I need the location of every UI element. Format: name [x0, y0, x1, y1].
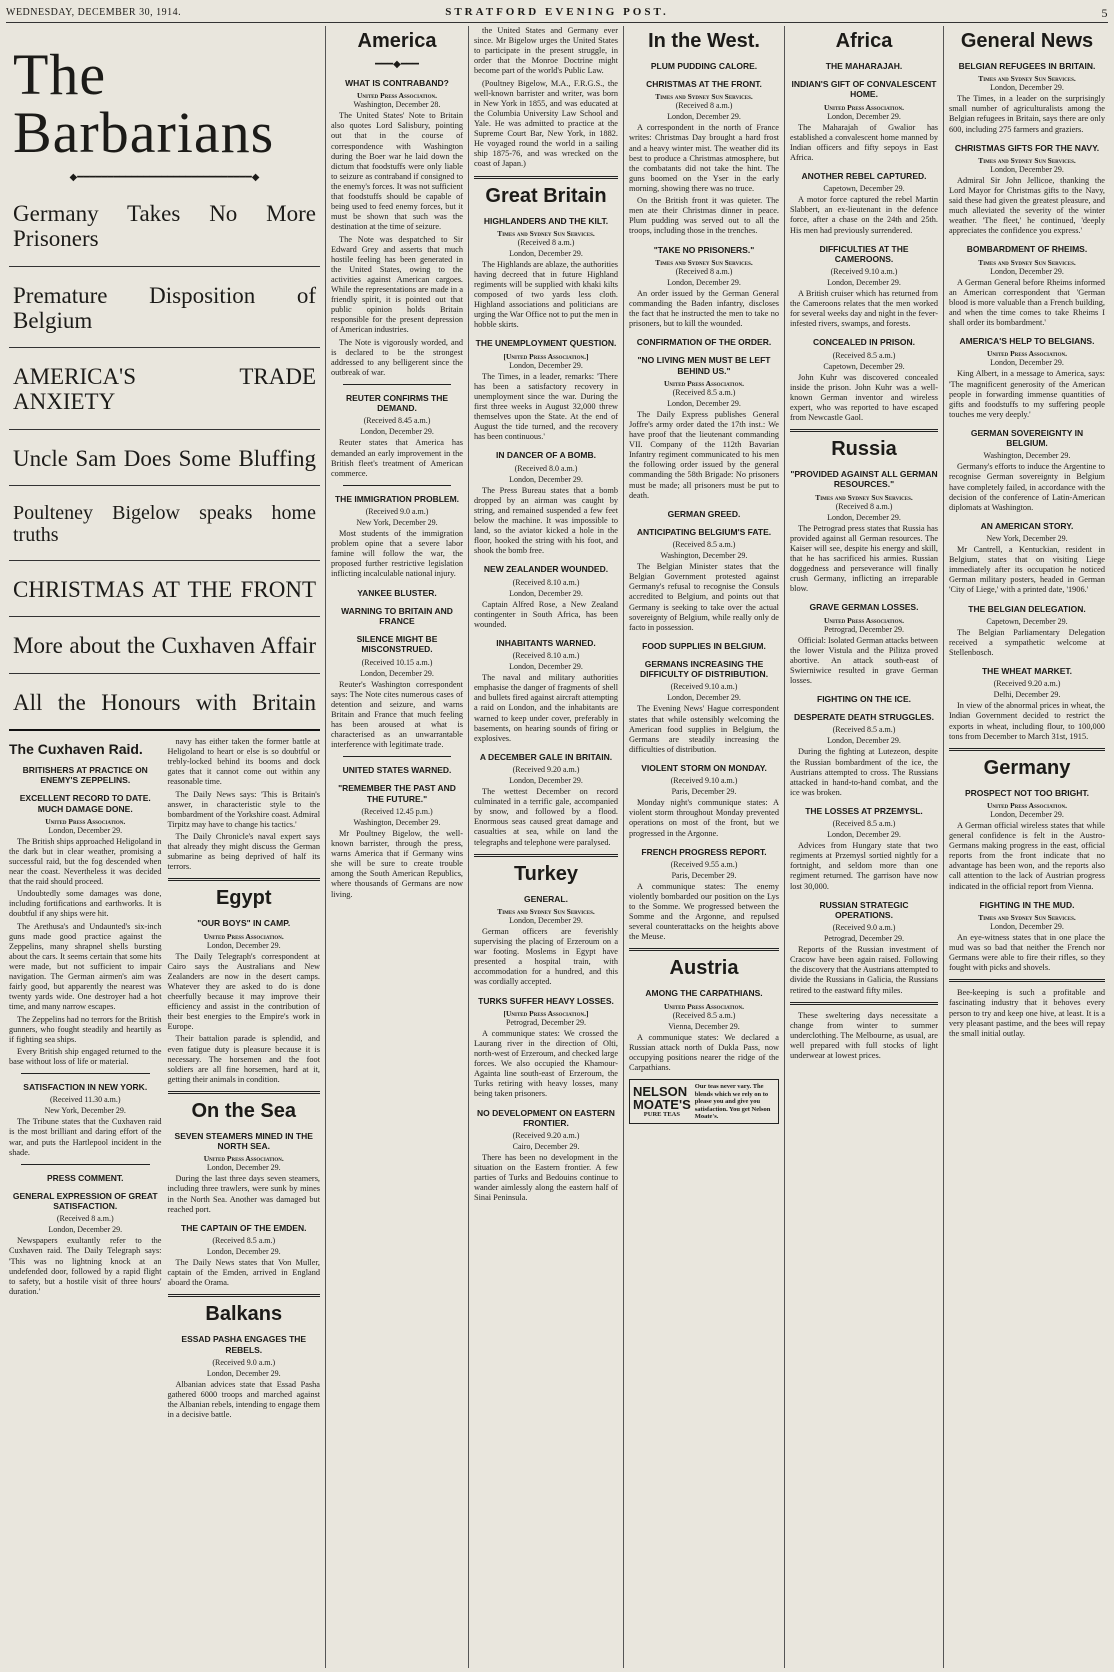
- article-paragraph: A communique states: We declared a Russian attack north of Dukla Pass, now occupying positions nearer the ridge of the Carpathians.: [629, 1032, 779, 1072]
- front-subcolumns: [9, 737, 320, 1422]
- divider: [343, 756, 451, 757]
- article-paragraph: During the last three days seven steamers, including three trawlers, were sunk by mines in the North Sea. Another was damaged but reached port.: [167, 1174, 320, 1214]
- dateline: London, December 29.: [990, 809, 1064, 819]
- article-paragraph: Reuter's Washington correspondent says: The Note cites numerous cases of detention and seizure, and warns Britain and France that much feeling has been aroused at what is characterised as an unwarrantable interference with legitimate trade.: [331, 679, 463, 750]
- dateline: London, December 29.: [667, 398, 741, 408]
- section-heading: BOMBARDMENT OF RHEIMS.: [966, 244, 1088, 255]
- received-time: (Received 8.0 a.m.): [514, 463, 578, 473]
- agency-credit: United Press Association.: [987, 349, 1067, 359]
- masthead: [6, 4, 1108, 23]
- article-paragraph: Mr Cantrell, a Kentuckian, resident in Belgium, states that on visiting Liege immediately after its occupation he noticed German military posters, headed in German 'City of Liege,' with a printed date, '1906.': [949, 545, 1105, 595]
- dateline: London, December 29.: [206, 940, 281, 950]
- received-time: (Received 8.5 a.m.): [212, 1236, 276, 1245]
- divider: [343, 485, 451, 486]
- advertisement-paragraph: These sweltering days necessitate a change from winter to summer underclothing. The Melbourne, as usual, are well prepared with full stocks of light underwear at lowest prices.: [790, 1010, 938, 1061]
- received-time: (Received 8.5 a.m.): [672, 540, 736, 550]
- article-paragraph: Reports of the Russian investment of Cracow have been again raised. Following the discovery that the Austrians attempted to divide the Russians in Galicia, the Russians retired to the eastward fifty miles.: [790, 945, 938, 995]
- section-subheading: "NO LIVING MEN MUST BE LEFT BEHIND US.": [637, 355, 771, 376]
- dateline: London, December 29.: [509, 915, 583, 925]
- section-heading: GERMAN SOVEREIGNTY IN BELGIUM.: [970, 427, 1084, 449]
- dateline: London, December 29.: [509, 776, 583, 786]
- section-heading: THE WHEAT MARKET.: [981, 666, 1073, 677]
- article-paragraph: The Daily News states that Von Muller, captain of the Emden, arrived in England aboard the Orama.: [167, 1258, 320, 1288]
- dateline: Vienna, December 29.: [668, 1021, 740, 1031]
- masthead-date: WEDNESDAY, DECEMBER 30, 1914.: [6, 7, 182, 18]
- agency-credit: United Press Association.: [357, 91, 437, 101]
- article-paragraph: The Daily Telegraph's correspondent at Cairo says the Australians and New Zealanders are now in the desert camps. Whatever they are asked to do is done cheerfully because it may improve their efficiency and assist in the contribution of their best energies to the Empire's work in Europe.: [167, 951, 320, 1032]
- dateline: Petrograd, December 29.: [824, 624, 904, 634]
- received-time: (Received 8.5 a.m.): [832, 819, 896, 829]
- section-subheading: "OUR BOYS" IN CAMP.: [197, 918, 291, 929]
- agency-credit: Times and Sydney Sun Services.: [978, 257, 1076, 267]
- agency-credit: Times and Sydney Sun Services.: [497, 228, 595, 238]
- article-paragraph: The British ships approached Heligoland in the dark but in clear weather, promising a successful raid, but the fog descended when near the coast. Nevertheless it was decided that the raid should proceed.: [9, 836, 162, 887]
- dateline: New York, December 29.: [986, 534, 1068, 544]
- article-paragraph: In view of the abnormal prices in wheat, the Indian Government decided to restrict the exports in wheat, including flour, to 100,000 tons from December to March 31st, 1915.: [949, 701, 1105, 741]
- article-paragraph: The wettest December on record culminated in a terrific gale, accompanied by snow, and followed by a flood. Enormous seas caused great damage and casualties at sea, while on land the telegraphs and telephone were paralysed.: [474, 787, 618, 847]
- dateline: Washington, December 29.: [983, 451, 1071, 461]
- article-paragraph: Admiral Sir John Jellicoe, thanking the Lord Mayor for Christmas gifts to the Navy, said these had given the greatest pleasure, and much alleviated the severity of the winter weather. 'The fleet,' he continued, 'deeply appreciates the confidence you express.': [949, 175, 1105, 236]
- article-paragraph: The Belgian Minister states that the Belgian Government protested against Germany's refusal to recognise the Consuls accredited to Belgium, and points out that Germany is seeking to take over the actual sovereignty of Belgium, while really only de facto in possession.: [629, 562, 779, 632]
- dateline: London, December 29.: [990, 83, 1064, 93]
- ad-brand-block: [633, 1085, 691, 1118]
- section-heading: AMERICA'S HELP TO BELGIANS.: [959, 336, 1095, 347]
- section-subheading: CHRISTMAS AT THE FRONT.: [646, 79, 762, 90]
- dateline: London, December 29.: [360, 668, 434, 678]
- dateline: London, December 29.: [48, 825, 123, 835]
- section-heading: ANOTHER REBEL CAPTURED.: [801, 171, 927, 181]
- article-paragraph: Germany's efforts to induce the Argentine to recognise German sovereignty in Belgium have completely failed, in accordance with the decision of the conference of Latin-American diplomats at Washington.: [949, 462, 1105, 512]
- agency-credit: Times and Sydney Sun Services.: [655, 92, 753, 102]
- divider: [343, 384, 451, 385]
- dateline: Capetown, December 29.: [986, 616, 1068, 626]
- headline-item: Uncle Sam Does Some Bluffing: [9, 430, 320, 486]
- section-subheading: AMONG THE CARPATHIANS.: [645, 988, 763, 999]
- section-heading: FRENCH PROGRESS REPORT.: [641, 846, 767, 857]
- dateline: Petrograd, December 29.: [824, 934, 904, 944]
- west-title: In the West.: [648, 30, 760, 52]
- divider: [168, 1294, 321, 1297]
- dateline: Washington, December 29.: [353, 817, 441, 827]
- article-paragraph: The Zeppelins had no terrors for the British gunners, who fought steadily and heartily as if fighting sea ships.: [9, 1014, 162, 1044]
- section-heading: GERMAN GREED.: [667, 508, 741, 519]
- tea-advertisement: [629, 1079, 779, 1124]
- banner-title: The Barbarians: [13, 42, 275, 165]
- ad-brand-tagline: PURE TEAS: [643, 1111, 680, 1119]
- cuxhaven-sub2: EXCELLENT RECORD TO DATE. MUCH DAMAGE DONE.: [19, 793, 151, 814]
- received-time: (Received 8.45 a.m.): [363, 416, 431, 426]
- sea-title: On the Sea: [191, 1100, 296, 1122]
- agency-credit: [United Press Association.]: [503, 1008, 589, 1018]
- dateline: London, December 29.: [667, 277, 741, 287]
- article-paragraph: Official: Isolated German attacks between the lower Vistula and the Pilitza proved abortive. An attack south-east of Swierniwice resulted in grave German losses.: [790, 635, 938, 685]
- section-heading: THE LOSSES AT PRZEMYSL.: [805, 805, 923, 816]
- headline-item: AMERICA'S TRADE ANXIETY: [9, 348, 320, 430]
- germany-title: Germany: [983, 756, 1071, 779]
- received-time: (Received 8 a.m.): [675, 266, 733, 276]
- dateline: London, December 29.: [827, 830, 901, 840]
- article-paragraph: The Times, in a leader, remarks: 'There has been a satisfactory recovery in unemployment since the war. During the first three weeks in August 32,000 threw themselves upon the State. At the end of August the tide turned, and the recovery has been continuous.': [474, 371, 618, 442]
- divider: [949, 748, 1105, 751]
- article-paragraph: There has been no development in the situation on the Eastern frontier. A few parties of Turks and Bedouins continue to wander aimlessly along the eastern half of Sinai Peninsula.: [474, 1152, 618, 1203]
- section-heading: UNITED STATES WARNED.: [342, 765, 452, 776]
- dateline: Petrograd, December 29.: [506, 1017, 586, 1027]
- received-time: (Received 9.0 a.m.): [832, 923, 896, 933]
- section-heading: IN DANCER OF A BOMB.: [496, 450, 596, 461]
- article-paragraph: John Kuhr was discovered concealed inside the prison. John Kuhr was a well-known German inventor and wireless expert, who was reported to have escaped from Newcastle Gaol.: [790, 372, 938, 423]
- column-britain: [469, 26, 624, 1668]
- section-heading: VIOLENT STORM ON MONDAY.: [641, 763, 767, 773]
- received-time: (Received 9.20 a.m.): [993, 679, 1061, 689]
- agency-credit: United Press Association.: [203, 931, 284, 941]
- article-paragraph: Most students of the immigration problem opine that a severe labor famine will follow the war, the proposed further restrictive legislation inflicting incalculable national injury.: [331, 529, 463, 579]
- column-africa-russia: [785, 26, 944, 1668]
- article-paragraph: The Maharajah of Gwalior has established a convalescent home manned by Indian officers and fifty sepoys in East Africa.: [790, 122, 938, 162]
- section-heading: NO DEVELOPMENT ON EASTERN FRONTIER.: [477, 1107, 615, 1128]
- article-paragraph: The Daily News says: 'This is Britain's answer, in characteristic style to the bombardment of the Yorkshire coast. Admiral Tirpitz may have to change his tactics.': [167, 789, 320, 829]
- section-heading: NEW ZEALANDER WOUNDED.: [483, 564, 609, 575]
- section-heading: REUTER CONFIRMS THE DEMAND.: [346, 393, 448, 414]
- article-paragraph: the United States and Germany ever since. Mr Bigelow urges the United States to participate in the present struggle, in order that the Monroe Doctrine might become part of the world's Public Law.: [474, 26, 618, 76]
- received-time: (Received 9.10 a.m.): [830, 267, 898, 276]
- received-time: (Received 8 a.m.): [517, 237, 575, 247]
- section-heading: YANKEE BLUSTER.: [357, 587, 437, 598]
- section-subheading: INDIAN'S GIFT OF CONVALESCENT HOME.: [791, 79, 937, 100]
- dateline: Paris, December 29.: [671, 787, 737, 797]
- section-heading: FIGHTING IN THE MUD.: [979, 899, 1075, 910]
- article-paragraph: The Press Bureau states that a bomb dropped by an airman was caught by string, and remained suspended a few feet below the machine. It was impossible to land, so the aviator kicked a hole in the floor, hooked the string with his foot, and shook the bomb free.: [474, 485, 618, 556]
- egypt-sea-column: [168, 737, 321, 1422]
- received-time: (Received 12.45 p.m.): [361, 806, 433, 816]
- section-subheading: "REMEMBER THE PAST AND THE FUTURE.": [338, 783, 456, 804]
- section-heading: THE BELGIAN DELEGATION.: [968, 603, 1086, 614]
- article-paragraph: The Highlands are ablaze, the authorities having decreed that in future Highland regiments will be supplied with khaki kilts composed of two yards less cloth. Highland associations and politicians are urging the War Office not to put the men in hobble skirts.: [474, 259, 618, 330]
- received-time: (Received 8.5 a.m.): [832, 725, 896, 735]
- dateline: London, December 29.: [509, 662, 583, 672]
- section-heading: DIFFICULTIES AT THE CAMEROONS.: [819, 243, 909, 264]
- article-paragraph: (Poultney Bigelow, M.A., F.R.G.S., the well-known barrister and writer, was born in New York in 1855, and was educated at the Columbia University Law School and Yale. He was admitted to practice at the Supreme Court Bar, New York, in 1882. He voyaged round the world in a sailing ship 1875-76, and was wrecked on the coast of Japan.): [474, 78, 618, 169]
- received-time: (Received 8 a.m.): [675, 101, 733, 111]
- great-britain-title: Great Britain: [485, 184, 607, 207]
- section-subheading: ESSAD PASHA ENGAGES THE REBELS.: [181, 1334, 307, 1355]
- received-time: (Received 8.10 a.m.): [512, 651, 580, 661]
- article-paragraph: A German official wireless states that while general confidence is felt in the Austro-Germans making progress in the east, official reports from the front indicate that no advantage has been won, and the reports also call attention to the lack of Austrian progress indicated in the official report from Vienna.: [949, 820, 1105, 891]
- article-paragraph: Monday night's communique states: A violent storm throughout Monday prevented operations on most of the front, but we progressed in the Argonne.: [629, 798, 779, 838]
- section-subheading: "PROVIDED AGAINST ALL GERMAN RESOURCES.": [790, 469, 938, 490]
- divider: [790, 429, 938, 432]
- ad-brand-line: NELSON: [633, 1084, 688, 1100]
- received-time: (Received 10.15 a.m.): [361, 657, 433, 667]
- divider: [474, 854, 618, 857]
- dateline: London, December 29.: [827, 111, 901, 121]
- dateline: London, December 29.: [509, 248, 583, 258]
- article-paragraph: A British cruiser which has returned from the Cameroons relates that the men worked for several weeks day and night in the fever-infested rivers, swamps, and forests.: [790, 289, 938, 329]
- section-heading: RUSSIAN STRATEGIC OPERATIONS.: [819, 899, 909, 920]
- dateline: Capetown, December 29.: [823, 184, 905, 194]
- agency-credit: Times and Sydney Sun Services.: [655, 257, 753, 267]
- column-america: [326, 26, 469, 1668]
- divider: [168, 878, 321, 881]
- dateline: London, December 29.: [827, 512, 901, 522]
- divider: [21, 1164, 150, 1165]
- section-heading: "TAKE NO PRISONERS.": [653, 244, 755, 255]
- dateline: London, December 29.: [206, 1247, 281, 1256]
- agency-credit: United Press Association.: [664, 1001, 744, 1011]
- article-paragraph: The Petrograd press states that Russia has provided against all German resources. The Kaiser will see, despite his energy and skill, that he has sacrificed his armies. Russian doggedness and perseverance will finally crush Germany, inflicting an irreparable blow.: [790, 523, 938, 594]
- section-heading: CONCEALED IN PRISON.: [812, 337, 915, 348]
- headline-item: More about the Cuxhaven Affair: [9, 617, 320, 673]
- dateline: London, December 29.: [360, 427, 434, 437]
- agency-credit: Times and Sydney Sun Services.: [497, 906, 595, 916]
- column-front: [4, 26, 326, 1668]
- article-paragraph: The Note was despatched to Sir Edward Grey and asserts that much hostile feeling has been generated in the United States, owing to the activities against American cargoes. While the representations are made in a friendly spirit, it is pointed out that public opinion holds Britain responsible for the present depression of American industries.: [331, 234, 463, 335]
- dateline: London, December 29.: [509, 588, 583, 598]
- dateline: London, December 29.: [509, 360, 583, 370]
- dateline: Cairo, December 29.: [512, 1141, 580, 1151]
- divider: [949, 979, 1105, 982]
- article-paragraph: The Belgian Parliamentary Delegation received a sympathetic welcome at Stellenbosch.: [949, 627, 1105, 657]
- article-paragraph: German officers are feverishly supervising the placing of Erzeroum on a war footing. Moslems in Egypt have presented a hospital train, with accommodation for a hundred, and this was cordially accepted.: [474, 926, 618, 987]
- article-paragraph: The Evening News' Hague correspondent states that while ostensibly welcoming the American food supplies in Belgium, the Germans are steadily increasing the difficulties of distribution.: [629, 704, 779, 754]
- article-paragraph: Undoubtedly some damages was done, including fortifications and earthworks. It is doubtful if any ships were hit.: [9, 889, 162, 919]
- received-time: (Received 9.10 a.m.): [670, 682, 738, 692]
- masthead-paper-name: STRATFORD EVENING POST.: [445, 6, 669, 18]
- turkey-title: Turkey: [513, 862, 579, 885]
- headline-item: Germany Takes No More Prisoners: [9, 185, 320, 267]
- cuxhaven-article: [9, 737, 162, 1422]
- agency-credit: Times and Sydney Sun Services.: [978, 155, 1076, 165]
- section-subheading: WARNING TO BRITAIN AND FRANCE: [341, 605, 453, 626]
- dateline: London, December 29.: [827, 736, 901, 746]
- agency-credit: United Press Association.: [203, 1154, 284, 1164]
- received-time: (Received 9.20 a.m.): [512, 765, 580, 775]
- section-heading: THE IMMIGRATION PROBLEM.: [334, 493, 460, 504]
- ad-copy: Our teas never vary. The blends which we rely on to please you and give you satisfaction. You get Nelson Moate's.: [694, 1083, 771, 1120]
- received-time: (Received 8.5 a.m.): [672, 1010, 736, 1020]
- section-heading: INHABITANTS WARNED.: [496, 637, 596, 648]
- article-paragraph: The Daily Chronicle's naval expert says that already they might discuss the German submarine as being deprived of half its terrors.: [167, 831, 320, 872]
- dateline: London, December 29.: [990, 164, 1064, 174]
- ad-brand-line: MOATE'S: [633, 1097, 691, 1113]
- divider: [474, 176, 618, 179]
- received-time: (Received 8 a.m.): [835, 501, 893, 511]
- headline-item: CHRISTMAS AT THE FRONT: [9, 561, 320, 617]
- africa-title: Africa: [835, 30, 893, 52]
- dateline: London, December 29.: [827, 278, 901, 287]
- section-heading: THE UNEMPLOYMENT QUESTION.: [475, 338, 617, 349]
- egypt-title: Egypt: [215, 887, 272, 910]
- section-heading: PRESS COMMENT.: [46, 1172, 124, 1183]
- article-paragraph: An eye-witness states that in one place the mud was so bad that neither the French nor Germans were able to fire their rifles, so they fought with picks and shovels.: [949, 932, 1105, 973]
- section-heading: FIGHTING ON THE ICE.: [817, 694, 911, 705]
- divider: [790, 1002, 938, 1005]
- headline-item: Premature Disposition of Belgium: [9, 267, 320, 349]
- article-paragraph: The Times, in a leader on the surprisingly small number of agriculturalists among the Belgian refugees in Britain, says there are only 600, including 275 farmers and graziers.: [949, 94, 1105, 134]
- divider: [168, 1091, 321, 1094]
- section-subheading: PROSPECT NOT TOO BRIGHT.: [964, 787, 1090, 798]
- article-paragraph: On the British front it was quieter. The men ate their Christmas dinner in peace. Plum pudding was served out to all the troops, including those in the trenches.: [629, 196, 779, 236]
- article-paragraph: Every British ship engaged returned to the base without loss of life or material.: [9, 1046, 162, 1067]
- article-paragraph: Advices from Hungary state that two regiments at Przemysl sortied nightly for a fortnight, and seldom more than one regiment returned. The garrison have now lost 30,000.: [790, 841, 938, 891]
- agency-credit: United Press Association.: [987, 800, 1067, 810]
- dateline: London, December 29.: [990, 358, 1064, 368]
- dateline: Paris, December 29.: [671, 870, 737, 880]
- article-paragraph: Captain Alfred Rose, a New Zealand contingenter in South Africa, has been wounded.: [474, 599, 618, 629]
- article-paragraph: King Albert, in a message to America, says: 'The magnificent generosity of the American people in forwarding immense quantities of gifts and foodstuffs to my suffering people touches me very deeply.': [949, 369, 1105, 419]
- article-paragraph: The United States' Note to Britain also quotes Lord Salisbury, pointing out that in the course of correspondence with Washington during the Boer war he laid down the dictum that foodstuffs were only liable to seizure as contraband if consigned to the enemy's forces. It was not sufficient that foodstuffs should be capable of being used to feed enemy forces, but it must be shown that such was the destination at the time of seizure.: [331, 111, 463, 232]
- divider: [629, 948, 779, 951]
- agency-credit: United Press Association.: [824, 615, 904, 625]
- masthead-page-number: 5: [1101, 6, 1108, 20]
- agency-credit: Times and Sydney Sun Services.: [978, 912, 1076, 922]
- dateline: Washington, December 29.: [660, 551, 748, 561]
- dateline: New York, December 29.: [356, 518, 438, 528]
- article-paragraph: A motor force captured the rebel Martin Slabbert, an ex-lieutenant in the defence force, after a chase on the 24th and 25th. His men had previously surrendered.: [790, 195, 938, 235]
- section-heading: BELGIAN REFUGEES IN BRITAIN.: [958, 61, 1096, 71]
- received-time: (Received 9.55 a.m.): [670, 859, 738, 869]
- advertisement-paragraph: Bee-keeping is such a profitable and fascinating industry that it behoves every person to try and keep one hive, at least. It is a very pleasant pastime, and the bees will repay the small initial outlay.: [949, 988, 1105, 1038]
- dateline: London, December 29.: [667, 693, 741, 703]
- dateline: London, December 29.: [990, 266, 1064, 276]
- cuxhaven-title: The Cuxhaven Raid.: [9, 740, 143, 757]
- column-west: [624, 26, 785, 1668]
- agency-credit: [United Press Association.]: [503, 351, 589, 361]
- dateline: Delhi, December 29.: [993, 690, 1061, 700]
- article-paragraph: Newspapers exultantly refer to the Cuxhaven raid. The Daily Telegraph says: 'This was no lightning knock at an undefended door, followed by a rapid flight to safety, but a hostile visit of three hours' duration.': [9, 1236, 162, 1296]
- article-paragraph: Albanian advices state that Essad Pasha gathered 6000 troops and marched against the Albanian rebels, intending to engage them in a decisive battle.: [167, 1379, 320, 1420]
- section-subheading: GENERAL EXPRESSION OF GREAT SATISFACTION.: [12, 1190, 158, 1212]
- article-paragraph: The Arethusa's and Undaunted's six-inch guns made good practice against the Zeppelins, many shrapnel shells bursting about the cars. It seems certain that some hits were made, but not sufficient to impair navigation. The German airmen's aim was fairly good, but apparently the nearest was twenty yards wide. One destroyer had a hot time, and many narrow escapes.: [9, 921, 162, 1012]
- received-time: (Received 11.30 a.m.): [49, 1095, 121, 1105]
- section-subheading: HIGHLANDERS AND THE KILT.: [483, 215, 609, 226]
- dateline: London, December 29.: [48, 1225, 123, 1235]
- austria-title: Austria: [669, 957, 739, 980]
- article-paragraph: The Note is vigorously worded, and is declared to be the strongest addressed to any belligerent since the outbreak of war.: [331, 337, 463, 377]
- dateline: Capetown, December 29.: [823, 361, 905, 371]
- section-subheading: SEVEN STEAMERS MINED IN THE NORTH SEA.: [174, 1131, 313, 1152]
- received-time: (Received 8 a.m.): [56, 1214, 114, 1224]
- headline-stack: [9, 185, 320, 731]
- balkans-title: Balkans: [205, 1303, 283, 1326]
- column-general: [944, 26, 1110, 1668]
- headline-item: All the Honours with Britain: [9, 674, 320, 731]
- agency-credit: Times and Sydney Sun Services.: [978, 74, 1076, 84]
- received-time: (Received 8.10 a.m.): [512, 577, 580, 587]
- section-subheading: SILENCE MIGHT BE MISCONSTRUED.: [356, 634, 438, 655]
- received-time: (Received 8.5 a.m.): [832, 350, 896, 360]
- america-title: America: [357, 30, 437, 52]
- section-heading: TURKS SUFFER HEAVY LOSSES.: [478, 995, 614, 1006]
- article-paragraph: Their battalion parade is splendid, and even fatigue duty is pleasure because it is necessary. The horsemen and the foot soldiers are all fine horsemen, hard at it, getting their animals in condition.: [167, 1034, 320, 1084]
- received-time: (Received 9.10 a.m.): [670, 776, 738, 786]
- agency-credit: United Press Association.: [664, 378, 744, 388]
- headline-item: Poulteney Bigelow speaks home truths: [9, 486, 320, 561]
- russia-title: Russia: [831, 438, 897, 461]
- article-paragraph: Reuter states that America has demanded an early improvement in the British fleet's treatment of American commerce.: [331, 438, 463, 478]
- cuxhaven-sub1: BRITISHERS AT PRACTICE ON ENEMY'S ZEPPELINS.: [22, 764, 148, 786]
- section-subheading: THE CAPTAIN OF THE EMDEN.: [181, 1222, 307, 1233]
- article-paragraph: A communique states: We crossed the Laurang river in the direction of Olti, north-west of Erzeroum, and checked large forces. We also occupied the Khamour-Againta line south-east of Erzeroum, the Turks retiring with heavy losses, many being taken prisoners.: [474, 1028, 618, 1099]
- section-heading: CONFIRMATION OF THE ORDER.: [636, 337, 772, 348]
- article-paragraph: A correspondent in the north of France writes: Christmas Day brought a hard frost and a heavy winter mist. The weather did its best to produce a Christmas atmosphere, but the combatants did not take the hint. The guns boomed on the Yser in the early morning, showing there was no truce.: [629, 123, 779, 194]
- section-heading: CHRISTMAS GIFTS FOR THE NAVY.: [954, 142, 1100, 153]
- dateline: New York, December 29.: [44, 1106, 126, 1116]
- general-news-title: General News: [960, 30, 1094, 52]
- section-subheading: GERMANS INCREASING THE DIFFICULTY OF DISTRIBUTION.: [639, 659, 769, 680]
- dateline: London, December 29.: [206, 1163, 281, 1173]
- received-time: (Received 9.0 a.m.): [365, 507, 429, 517]
- divider: [21, 1073, 150, 1074]
- article-paragraph: navy has either taken the former battle at Heligoland to heart or else is so doubtful or trebly-locked behind its booms and dock gates that it cannot come out within any reasonable time.: [167, 736, 320, 787]
- article-paragraph: Mr Poultney Bigelow, the well-known barrister, through the press, warns America that if Germany wins she will be sure to create trouble among the South American Republics, where thousands of Germans are now living.: [331, 828, 463, 899]
- received-time: (Received 8.5 a.m.): [672, 387, 736, 397]
- section-heading: FOOD SUPPLIES IN BELGIUM.: [642, 640, 766, 651]
- dateline: London, December 29.: [509, 474, 583, 484]
- section-subheading: PLUM PUDDING CALORE.: [650, 61, 758, 71]
- agency-credit: Times and Sydney Sun Services.: [815, 492, 913, 502]
- section-subheading: ANTICIPATING BELGIUM'S FATE.: [636, 526, 772, 537]
- ornament-divider: ◆━━━━━━━━━━━━━━━━━━━━━━━━━━━━━◆: [69, 172, 260, 183]
- agency-credit: United Press Association.: [824, 102, 904, 112]
- dateline: London, December 29.: [667, 112, 741, 122]
- section-heading: A DECEMBER GALE IN BRITAIN.: [479, 751, 613, 762]
- received-time: (Received 9.20 a.m.): [512, 1130, 580, 1140]
- article-paragraph: The Tribune states that the Cuxhaven raid is the most brilliant and daring effort of the war, and puts the Hartlepool incident in the shade.: [9, 1117, 162, 1157]
- section-subheading: GENERAL.: [524, 893, 568, 904]
- section-heading: SATISFACTION IN NEW YORK.: [23, 1082, 148, 1093]
- article-paragraph: The naval and military authorities emphasise the danger of fragments of shell and bullets fired against aircraft attempting a raid on London, and the inhabitants are warned to keep under cover, preferably in basements, on hearing sounds of firing or explosives.: [474, 673, 618, 743]
- received-time: (Received 9.0 a.m.): [212, 1357, 276, 1367]
- dateline: London, December 29.: [990, 921, 1064, 931]
- article-paragraph: A communique states: The enemy violently bombarded our position on the Lys to the Somme. We progressed between the Somme and the Argonne, and repulsed several counterattacks on the heights above the Meuse.: [629, 881, 779, 942]
- article-paragraph: A German General before Rheims informed an American correspondent that 'German blood is more valuable than a French building, and when the time comes to take Rheims I shall order its bombardment.': [949, 277, 1105, 328]
- dateline: Washington, December 28.: [353, 100, 441, 110]
- article-paragraph: The Daily Express publishes General Joffre's army order dated the 17th inst.: We have proof that the lieutenant commanding VII. Company of the 112th Bavarian Infantry regiment communicated to his men the following order issued by the general commanding the 58th Brigade: No prisoners must be made; all prisoners must be put to death.: [629, 409, 779, 500]
- section-subheading: WHAT IS CONTRABAND?: [345, 78, 449, 88]
- section-heading: AN AMERICAN STORY.: [980, 520, 1074, 531]
- dateline: London, December 29.: [206, 1368, 281, 1378]
- ornament-divider: ━━━◆━━━: [375, 59, 419, 70]
- section-subheading: DESPERATE DEATH STRUGGLES.: [794, 712, 934, 723]
- agency-credit: United Press Association.: [45, 816, 126, 826]
- section-heading: GRAVE GERMAN LOSSES.: [809, 602, 919, 613]
- section-subheading: THE MAHARAJAH.: [825, 61, 903, 71]
- article-paragraph: During the fighting at Lutezeon, despite the Russian bombardment of the ice, the Austrians attempted to cross. The Russians attacked in hand-to-hand combat, and the ice was broken.: [790, 747, 938, 797]
- article-paragraph: An order issued by the German General commanding the Baden infantry, discloses the fact that he instructed the men to take no prisoners, but to kill the wounded.: [629, 288, 779, 329]
